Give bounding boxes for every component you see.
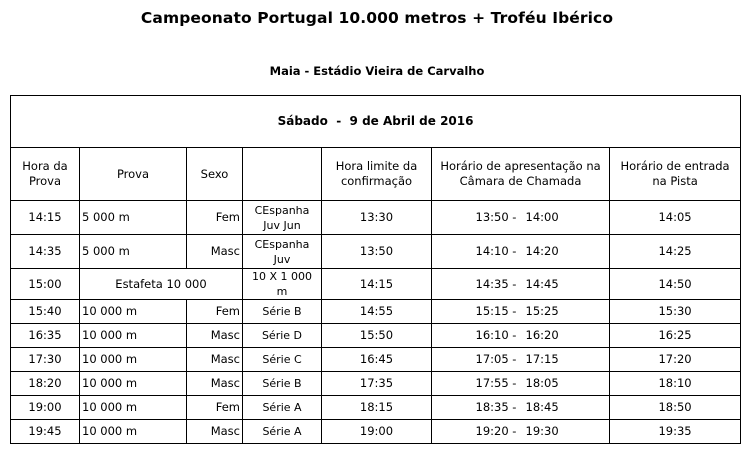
apresentacao-start: 17:55 - bbox=[475, 376, 517, 390]
cell-categoria: CEspanha Juv bbox=[243, 235, 322, 269]
cell-categoria: Série B bbox=[243, 372, 322, 396]
cell-prova: 5 000 m bbox=[80, 235, 187, 269]
cell-apresentacao bbox=[432, 348, 610, 372]
document-title: Campeonato Portugal 10.000 metros + Troféu Ibérico bbox=[140, 9, 614, 27]
cell-categoria: 10 X 1 000 m bbox=[243, 269, 322, 300]
apresentacao-start: 17:05 - bbox=[475, 352, 517, 366]
cell-sexo: Fem bbox=[187, 396, 243, 420]
cell-entrada: 19:35 bbox=[610, 420, 741, 444]
table-row bbox=[11, 235, 741, 269]
cell-entrada: 14:05 bbox=[610, 201, 741, 235]
table-row bbox=[11, 269, 741, 300]
cell-entrada: 18:10 bbox=[610, 372, 741, 396]
cell-limite: 19:00 bbox=[322, 420, 432, 444]
cell-prova: Estafeta 10 000 bbox=[80, 269, 243, 300]
table-row bbox=[11, 396, 741, 420]
table-row bbox=[11, 348, 741, 372]
cell-sexo: Masc bbox=[187, 348, 243, 372]
cell-hora: 19:45 bbox=[11, 420, 80, 444]
apresentacao-end: 19:30 bbox=[525, 424, 559, 438]
cell-limite: 15:50 bbox=[322, 324, 432, 348]
cell-apresentacao bbox=[432, 324, 610, 348]
table-row bbox=[11, 300, 741, 324]
cell-limite: 13:30 bbox=[322, 201, 432, 235]
col-header-categoria bbox=[243, 148, 322, 201]
cell-apresentacao bbox=[432, 396, 610, 420]
cell-categoria: Série D bbox=[243, 324, 322, 348]
cell-sexo: Fem bbox=[187, 201, 243, 235]
cell-limite: 14:15 bbox=[322, 269, 432, 300]
cell-sexo: Masc bbox=[187, 324, 243, 348]
cell-entrada: 16:25 bbox=[610, 324, 741, 348]
apresentacao-end: 18:05 bbox=[525, 376, 559, 390]
cell-categoria: Série A bbox=[243, 396, 322, 420]
cell-apresentacao bbox=[432, 235, 610, 269]
cell-hora: 17:30 bbox=[11, 348, 80, 372]
cell-hora: 14:15 bbox=[11, 201, 80, 235]
cell-hora: 14:35 bbox=[11, 235, 80, 269]
header-row bbox=[11, 148, 741, 201]
cell-categoria: Série C bbox=[243, 348, 322, 372]
cell-apresentacao bbox=[432, 201, 610, 235]
cell-categoria: Série B bbox=[243, 300, 322, 324]
apresentacao-end: 18:45 bbox=[525, 400, 559, 414]
cell-apresentacao bbox=[432, 420, 610, 444]
cell-prova: 10 000 m bbox=[80, 324, 187, 348]
table-row bbox=[11, 372, 741, 396]
schedule-table bbox=[10, 95, 741, 444]
cell-apresentacao bbox=[432, 269, 610, 300]
cell-entrada: 17:20 bbox=[610, 348, 741, 372]
cell-hora: 18:20 bbox=[11, 372, 80, 396]
cell-hora: 15:00 bbox=[11, 269, 80, 300]
cell-hora: 15:40 bbox=[11, 300, 80, 324]
col-header-prova: Prova bbox=[80, 148, 187, 201]
cell-categoria: Série A bbox=[243, 420, 322, 444]
apresentacao-end: 17:15 bbox=[525, 352, 559, 366]
apresentacao-start: 16:10 - bbox=[475, 328, 517, 342]
col-header-limite: Hora limite da confirmação bbox=[322, 148, 432, 201]
col-header-hora: Hora da Prova bbox=[11, 148, 80, 201]
cell-prova: 5 000 m bbox=[80, 201, 187, 235]
cell-categoria: CEspanha Juv Jun bbox=[243, 201, 322, 235]
cell-limite: 16:45 bbox=[322, 348, 432, 372]
cell-apresentacao bbox=[432, 372, 610, 396]
apresentacao-start: 13:50 - bbox=[475, 210, 517, 224]
cell-entrada: 15:30 bbox=[610, 300, 741, 324]
cell-sexo: Masc bbox=[187, 372, 243, 396]
apresentacao-start: 18:35 - bbox=[475, 400, 517, 414]
cell-limite: 14:55 bbox=[322, 300, 432, 324]
apresentacao-end: 15:25 bbox=[525, 304, 559, 318]
apresentacao-end: 14:00 bbox=[525, 210, 559, 224]
cell-prova: 10 000 m bbox=[80, 420, 187, 444]
schedule-date: Sábado - 9 de Abril de 2016 bbox=[11, 96, 741, 148]
col-header-sexo: Sexo bbox=[187, 148, 243, 201]
cell-apresentacao bbox=[432, 300, 610, 324]
table-row bbox=[11, 201, 741, 235]
cell-limite: 18:15 bbox=[322, 396, 432, 420]
cell-sexo: Masc bbox=[187, 420, 243, 444]
apresentacao-start: 14:10 - bbox=[475, 244, 517, 258]
col-header-apresentacao: Horário de apresentação na Câmara de Chamada bbox=[432, 148, 610, 201]
apresentacao-start: 14:35 - bbox=[475, 276, 517, 291]
apresentacao-end: 16:20 bbox=[525, 328, 559, 342]
cell-sexo: Fem bbox=[187, 300, 243, 324]
cell-limite: 17:35 bbox=[322, 372, 432, 396]
cell-prova: 10 000 m bbox=[80, 396, 187, 420]
col-header-entrada: Horário de entrada na Pista bbox=[610, 148, 741, 201]
cell-entrada: 14:50 bbox=[610, 269, 741, 300]
apresentacao-end: 14:45 bbox=[525, 276, 559, 291]
date-row bbox=[11, 96, 741, 148]
cell-prova: 10 000 m bbox=[80, 348, 187, 372]
cell-sexo: Masc bbox=[187, 235, 243, 269]
cell-entrada: 18:50 bbox=[610, 396, 741, 420]
table-row bbox=[11, 420, 741, 444]
cell-hora: 19:00 bbox=[11, 396, 80, 420]
cell-prova: 10 000 m bbox=[80, 372, 187, 396]
table-row bbox=[11, 324, 741, 348]
cell-hora: 16:35 bbox=[11, 324, 80, 348]
apresentacao-end: 14:20 bbox=[525, 244, 559, 258]
venue-subtitle: Maia - Estádio Vieira de Carvalho bbox=[269, 64, 485, 78]
apresentacao-start: 15:15 - bbox=[475, 304, 517, 318]
cell-prova: 10 000 m bbox=[80, 300, 187, 324]
cell-entrada: 14:25 bbox=[610, 235, 741, 269]
cell-limite: 13:50 bbox=[322, 235, 432, 269]
apresentacao-start: 19:20 - bbox=[475, 424, 517, 438]
